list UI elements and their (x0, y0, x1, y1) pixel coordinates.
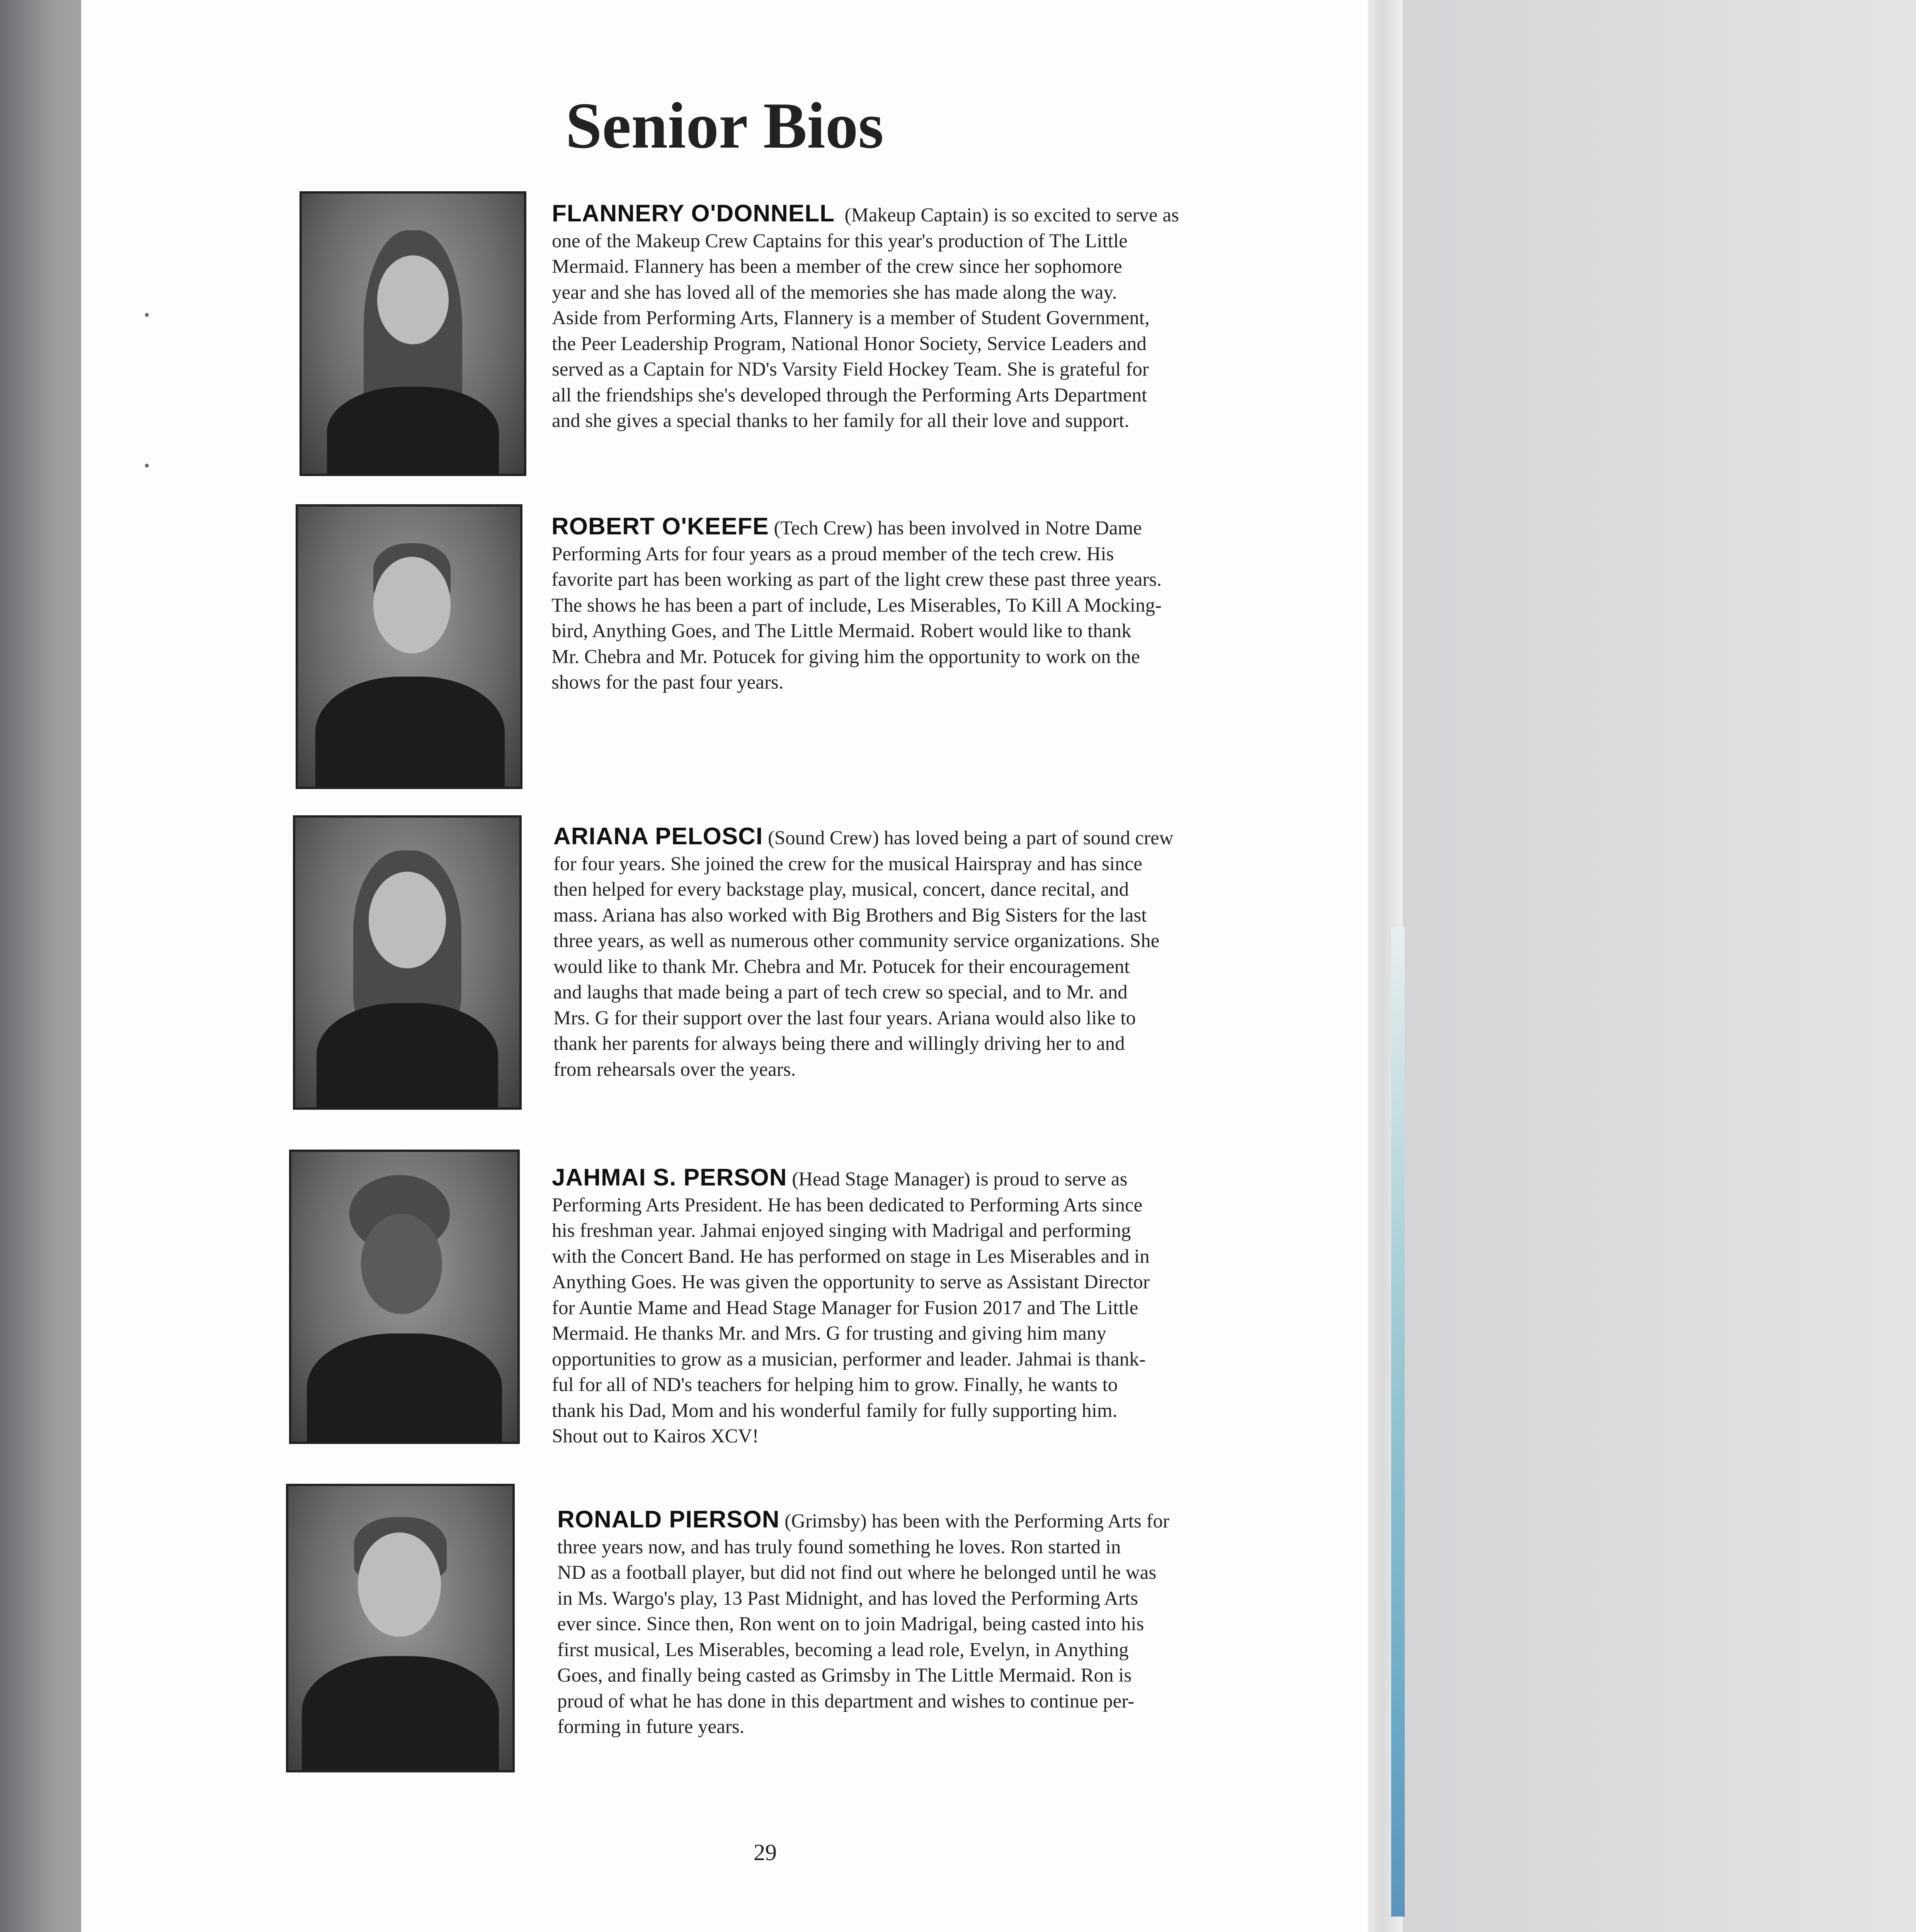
senior-name: ROBERT O'KEEFE (551, 513, 769, 540)
senior-name: JAHMAI S. PERSON (552, 1164, 787, 1191)
page-number: 29 (754, 1840, 777, 1865)
senior-name: FLANNERY O'DONNELL (552, 200, 835, 227)
bio-text: RONALD PIERSON (Grimsby) has been with the Performing Arts for three years now, and has truly found something he loves. Ron started in ND as a football player, but did not find out where he belonged until he was in Ms. Wargo's play, 13 Past Midnight, and has loved the Performing Arts ever since. Since then, Ron went on to join Madrigal, being casted into his first musical, Les Miserables, becoming a lead role, Evelyn, in Anything Goes, and finally being casted as Grimsby in The Little Mermaid. Ron is proud of what he has done in this department and wishes to continue per- forming in future years. (557, 1506, 1169, 1738)
binding-mark (145, 464, 149, 468)
senior-photo (296, 504, 522, 789)
senior-name: RONALD PIERSON (557, 1506, 780, 1533)
senior-photo (293, 815, 522, 1110)
bio-text: JAHMAI S. PERSON (Head Stage Manager) is proud to serve as Performing Arts President. He has been dedicated to Performing Arts since his freshman year. Jahmai enjoyed singing with Madrigal and performing with the Concert Band. He has performed on stage in Les Miserables and in Anything Goes. He was given the opportunity to serve as Assistant Director for Auntie Mame and Head Stage Manager for Fusion 2017 and The Little Mermaid. He thanks Mr. and Mrs. G for trusting and giving him many opportunities to grow as a musician, performer and leader. Jahmai is thank- ful for all of ND's teachers for helping him to grow. Finally, he wants to thank his Dad, Mom and his wonderful family for fully supporting him. Shout out to Kairos XCV! (552, 1164, 1150, 1447)
bio-text: FLANNERY O'DONNELL (Makeup Captain) is so excited to serve as one of the Makeup Crew Captains for this year's production of The Little Mermaid. Flannery has been a member of the crew since her sophomore year and she has loved all of the memories she has made along the way. Aside from Performing Arts, Flannery is a member of Student Government, the Peer Leadership Program, National Honor Society, Service Leaders and served as a Captain for ND's Varsity Field Hockey Team. She is grateful for all the friendships she's developed through the Performing Arts Department and she gives a special thanks to her family for all their love and support. (552, 200, 1179, 432)
bio-text: ARIANA PELOSCI (Sound Crew) has loved being a part of sound crew for four years. She joined the crew for the musical Hairspray and has since then helped for every backstage play, musical, concert, dance recital, and mass. Ariana has also worked with Big Brothers and Big Sisters for the last three years, as well as numerous other community service organizations. She would like to thank Mr. Chebra and Mr. Potucek for their encouragement and laughs that made being a part of tech crew so special, and to Mr. and Mrs. G for their support over the last four years. Ariana would also like to thank her parents for always being there and willingly driving her to and from rehearsals over the years. (553, 823, 1174, 1080)
page-title: Senior Bios (565, 89, 884, 162)
binding-mark (145, 313, 149, 317)
senior-photo (286, 1484, 515, 1772)
senior-photo (299, 191, 526, 476)
senior-name: ARIANA PELOSCI (553, 823, 763, 850)
program-page (81, 0, 1368, 1932)
senior-photo (289, 1150, 520, 1444)
bio-text: ROBERT O'KEEFE (Tech Crew) has been involved in Notre Dame Performing Arts for four years as a proud member of the tech crew. His favorite part has been working as part of the light crew these past three years. The shows he has been a part of include, Les Miserables, To Kill A Mocking- bird, Anything Goes, and The Little Mermaid. Robert would like to thank Mr. Chebra and Mr. Potucek for giving him the opportunity to work on the shows for the past four years. (551, 513, 1162, 693)
cover-edge (1391, 927, 1405, 1917)
